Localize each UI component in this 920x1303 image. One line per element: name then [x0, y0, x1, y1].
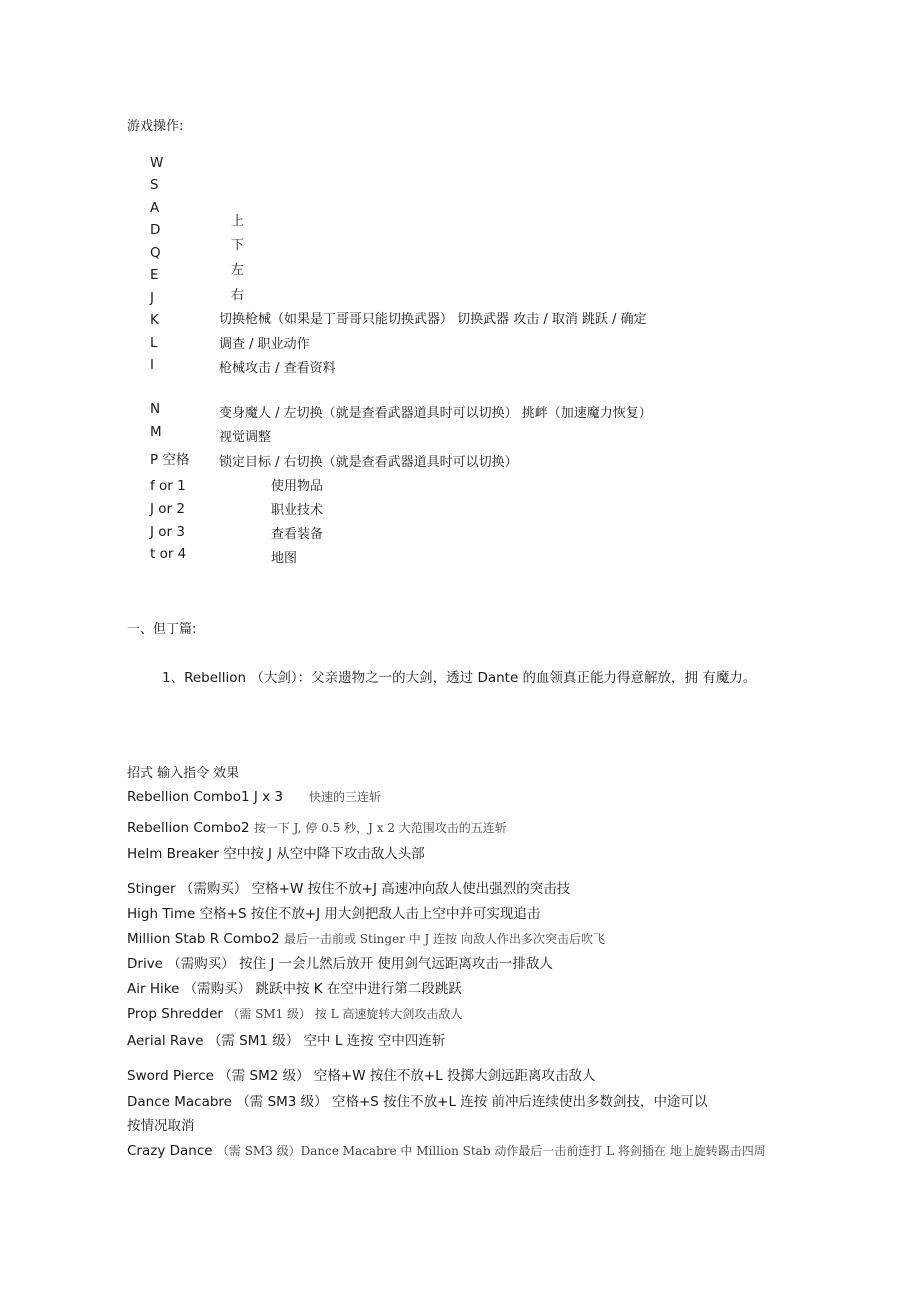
key-label: t or 4	[150, 546, 187, 562]
key-label: N	[150, 401, 161, 417]
dir-label: 左	[231, 263, 245, 278]
key-label: J or 2	[150, 501, 185, 517]
move-note: （需 SM1 级） 按 L 高速旋转大剑攻击敌人	[227, 1007, 463, 1021]
dir-label: 右	[231, 288, 245, 303]
move-text: Crazy Dance	[127, 1143, 217, 1159]
action-text: 使用物品	[271, 479, 324, 494]
move-text: Million Stab R Combo2	[127, 931, 284, 947]
action-text: 地图	[271, 551, 298, 566]
key-label: J or 3	[150, 524, 185, 540]
move-row	[127, 1006, 462, 1022]
controls-heading: 游戏操作:	[127, 119, 184, 134]
action-text: 查看装备	[271, 527, 324, 542]
move-row: 按情况取消	[127, 1118, 195, 1134]
action-text: 调查 / 职业动作	[219, 337, 310, 352]
move-text: Rebellion Combo2	[127, 820, 254, 836]
move-row: Air Hike （需购买） 跳跃中按 K 在空中进行第二段跳跃	[127, 981, 462, 997]
key-label: f or 1	[150, 478, 186, 494]
key-label: S	[150, 177, 159, 193]
move-row: Drive （需购买） 按住 J 一会儿然后放开 使用剑气远距离攻击一排敌人	[127, 956, 553, 972]
action-text: 切换枪械（如果是丁哥哥只能切换武器） 切换武器 攻击 / 取消 跳跃 / 确定	[219, 312, 647, 327]
move-note: 按一下 J, 停 0.5 秒，J x 2 大范围攻击的五连斩	[253, 821, 507, 835]
move-row: Aerial Rave （需 SM1 级） 空中 L 连按 空中四连斩	[127, 1033, 446, 1049]
key-label: W	[150, 155, 164, 171]
move-row: High Time 空格+S 按住不放+J 用大剑把敌人击上空中并可实现追击	[127, 906, 541, 922]
move-row	[127, 789, 381, 805]
move-note: （需 SM3 级）Dance Macabre 中 Million Stab 动作最后一击前连打 L 将剑插在 地上旋转踢击四周	[216, 1144, 766, 1158]
move-row	[127, 931, 605, 947]
dir-label: 上	[231, 214, 245, 229]
key-label: P 空格	[150, 452, 190, 468]
dir-label: 下	[231, 238, 245, 253]
move-row: Dance Macabre （需 SM3 级） 空格+S 按住不放+L 连按 前冲后连续使出多数剑技，中途可以	[127, 1094, 708, 1110]
move-note: 快速的三连斩	[309, 790, 382, 804]
key-label: E	[150, 267, 159, 283]
key-label: D	[150, 222, 161, 238]
action-text: 锁定目标 / 右切换（就是查看武器道具时可以切换）	[219, 455, 518, 470]
section-title: 一、但丁篇:	[127, 622, 197, 637]
key-label: L	[150, 335, 158, 351]
key-label: M	[150, 424, 162, 440]
action-text: 职业技术	[271, 503, 324, 518]
key-label: A	[150, 200, 160, 216]
move-text: Prop Shredder	[127, 1006, 228, 1022]
move-row	[127, 820, 507, 836]
key-label: J	[150, 290, 154, 306]
key-label: Q	[150, 245, 161, 261]
action-text: 视觉调整	[219, 430, 272, 445]
move-text: Rebellion Combo1 J x 3	[127, 789, 284, 805]
move-row	[127, 1143, 766, 1159]
weapon-intro: 1、Rebellion （大剑）：父亲遗物之一的大剑，透过 Dante 的血领真正能力得意解放，拥 有魔力。	[162, 670, 757, 686]
move-row: Stinger （需购买） 空格+W 按住不放+J 高速冲向敌人使出强烈的突击技	[127, 881, 571, 897]
action-text: 枪械攻击 / 查看资料	[219, 361, 336, 376]
move-note: 最后一击前或 Stinger 中 J 连按 向敌人作出多次突击后吹飞	[283, 932, 605, 946]
key-label: I	[150, 357, 154, 373]
action-text: 变身魔人 / 左切换（就是查看武器道具时可以切换） 挑衅（加速魔力恢复）	[219, 406, 652, 421]
moves-header: 招式 输入指令 效果	[127, 766, 240, 781]
key-label: K	[150, 312, 159, 328]
move-row: Sword Pierce （需 SM2 级） 空格+W 按住不放+L 投掷大剑远距离攻击敌人	[127, 1068, 596, 1084]
move-row: Helm Breaker 空中按 J 从空中降下攻击敌人头部	[127, 846, 425, 862]
